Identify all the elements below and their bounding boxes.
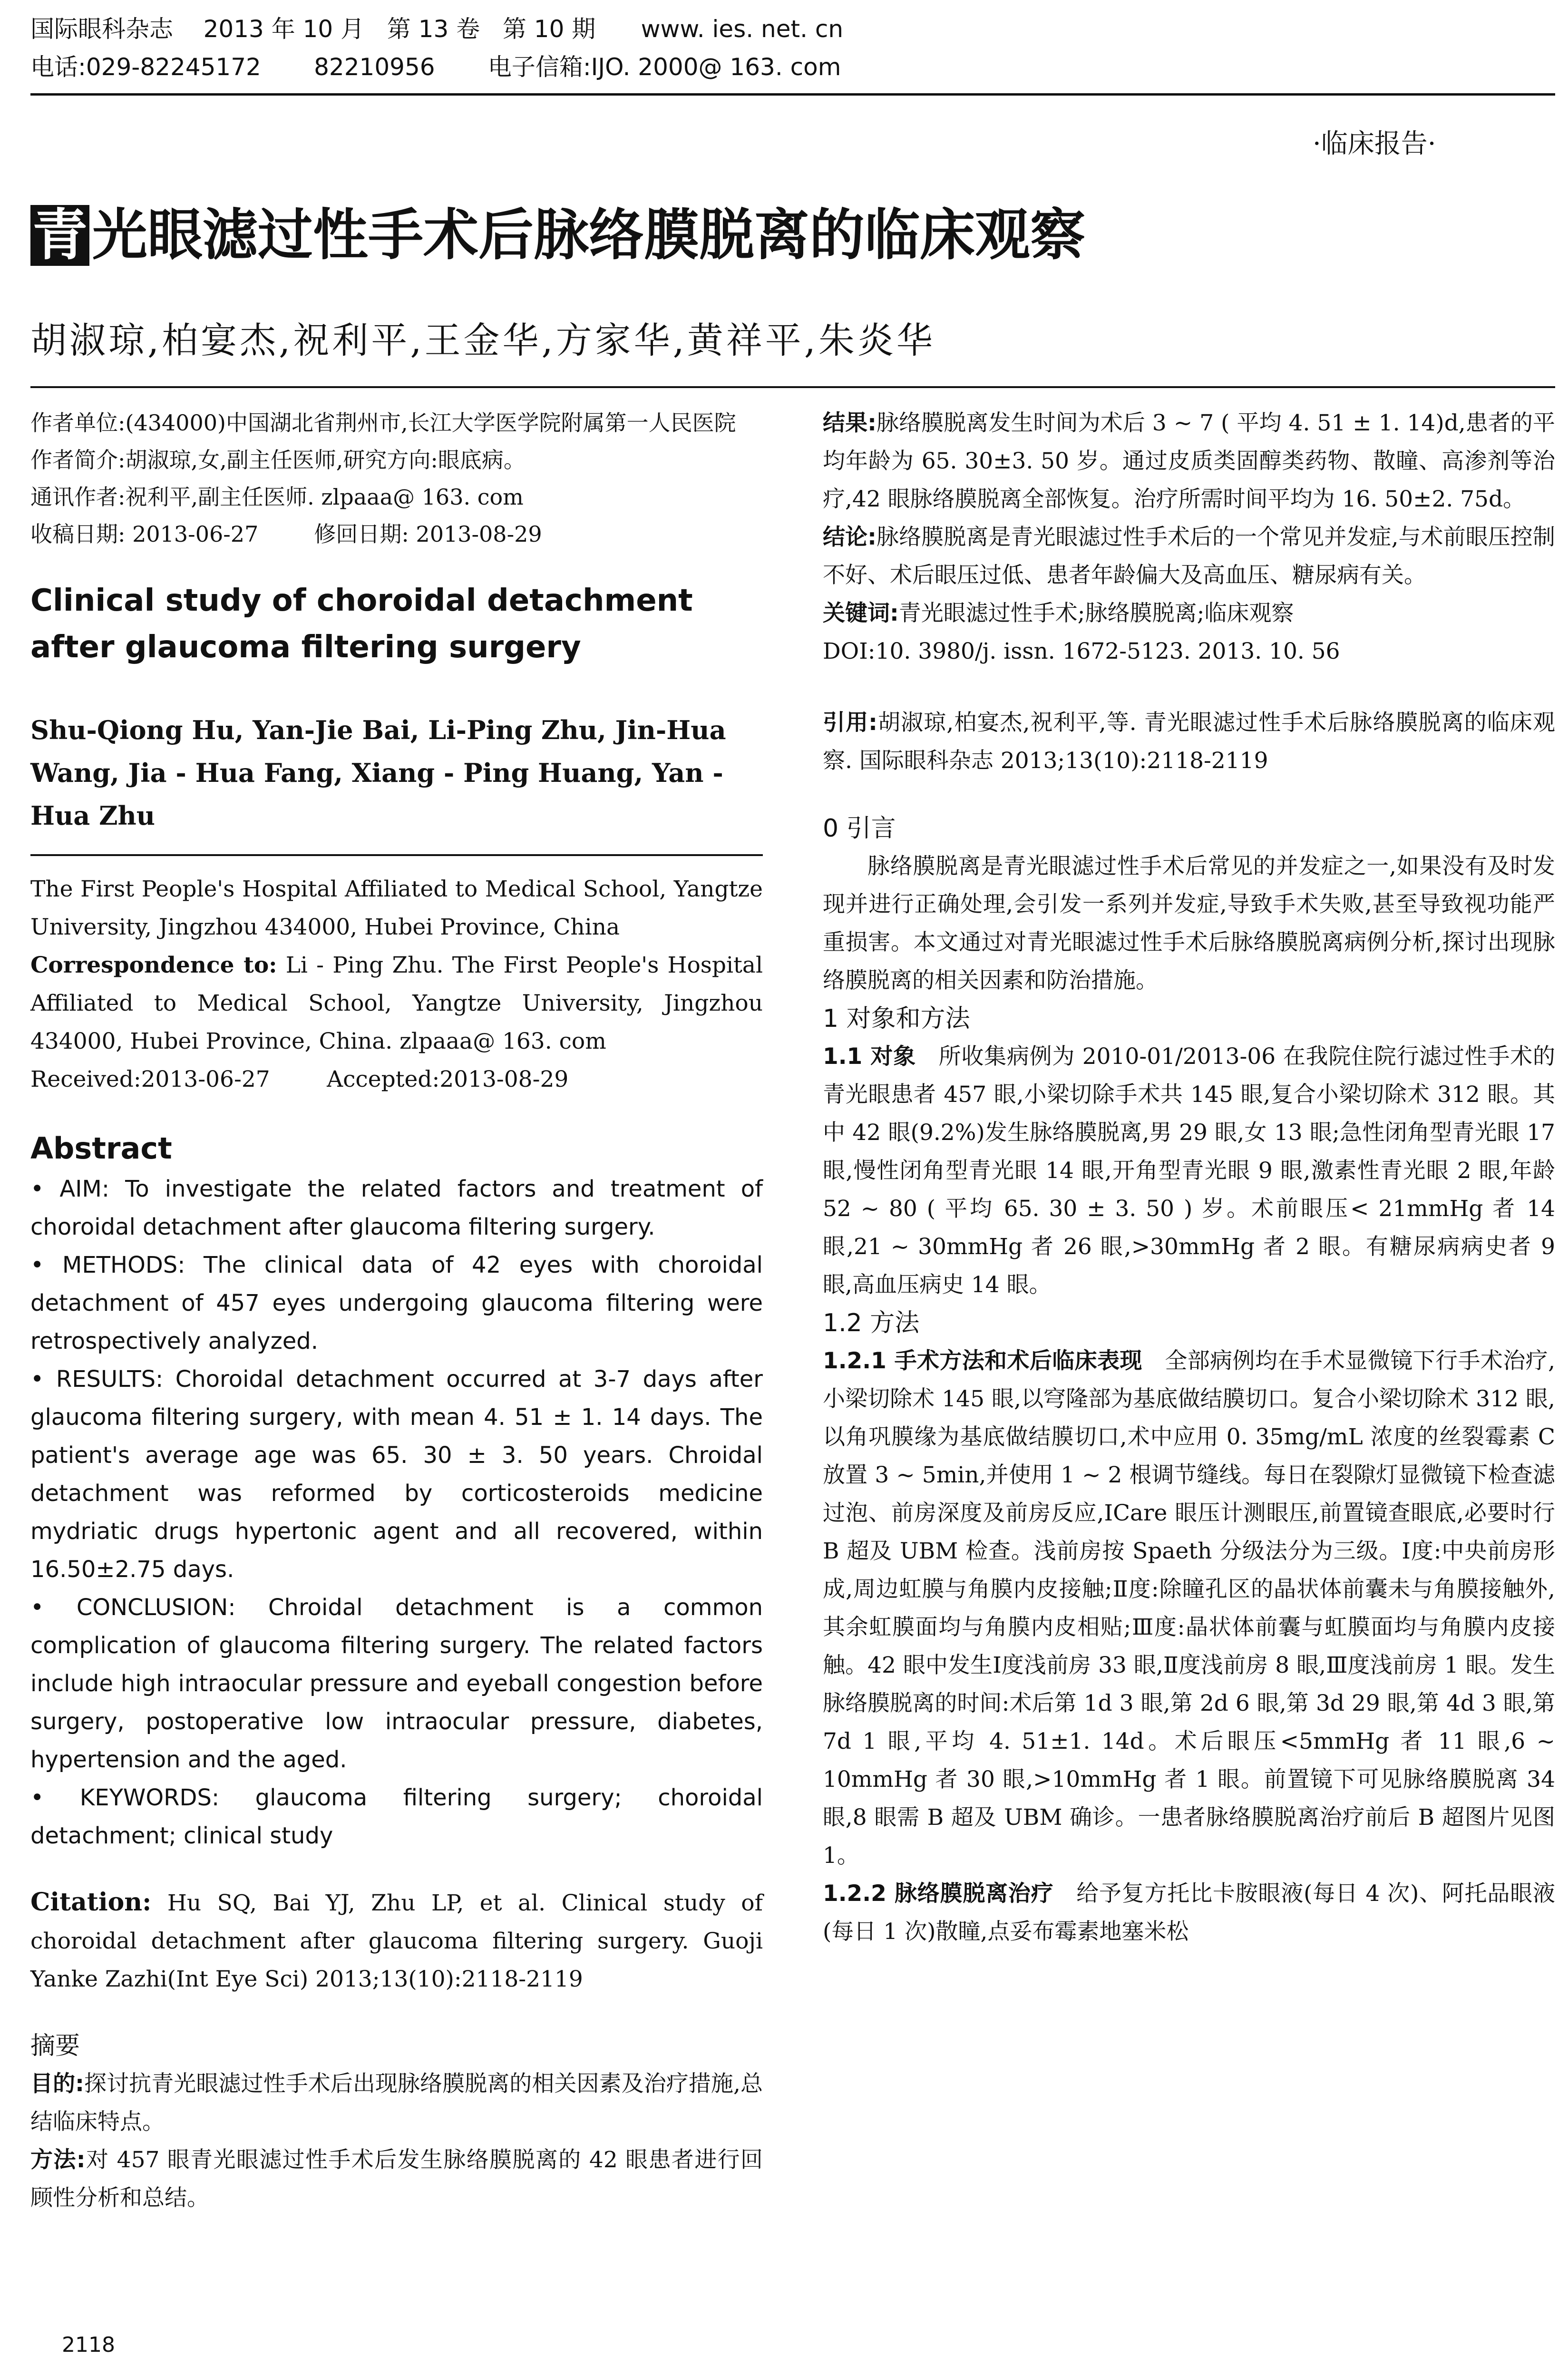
zh-keywords-label: 关键词:: [823, 600, 899, 626]
correspondence-label: Correspondence to:: [30, 952, 277, 978]
article-title: [30, 200, 1085, 271]
zh-conclusion-label: 结论:: [823, 524, 877, 550]
abstract-aim: • AIM: To investigate the related factors and treatment of choroidal detachment after glaucoma filtering surgery.: [30, 1176, 763, 1240]
title-en: Clinical study of choroidal detachment after glaucoma filtering surgery: [30, 583, 693, 665]
citation-en: [30, 1883, 763, 1998]
journal-header-line2: 电话:029-82245172 82210956 电子信箱:IJO. 2000@ 163. com: [30, 53, 841, 81]
zh-result: [823, 404, 1555, 518]
section122: [823, 1875, 1555, 1951]
section121-label: 1.2.1 手术方法和术后临床表现: [823, 1348, 1142, 1374]
zh-conclusion: [823, 518, 1555, 594]
zh-purpose: [30, 2065, 763, 2141]
zh-method: [30, 2141, 763, 2217]
received-en: Received:2013-06-27 Accepted:2013-08-29: [30, 1066, 569, 1092]
affiliation-cn: 作者单位:(434000)中国湖北省荆州市,长江大学医学院附属第一人民医院: [30, 410, 736, 436]
left-column: [30, 404, 763, 2217]
zh-citation-text: 胡淑琼,柏宴杰,祝利平,等. 青光眼滤过性手术后脉络膜脱离的临床观察. 国际眼科杂志 2013;13(10):2118-2119: [823, 710, 1556, 774]
authors-cn: 胡淑琼,柏宴杰,祝利平,王金华,方家华,黄祥平,朱炎华: [30, 319, 935, 361]
section122-label: 1.2.2 脉络膜脱离治疗: [823, 1880, 1054, 1907]
zh-keywords-text: 青光眼滤过性手术;脉络膜脱离;临床观察: [898, 600, 1294, 626]
abstract-keywords: • KEYWORDS: glaucoma filtering surgery; choroidal detachment; clinical study: [30, 1784, 763, 1849]
section11-label: 1.1 对象: [823, 1043, 916, 1070]
authors-en: Shu-Qiong Hu, Yan-Jie Bai, Li-Ping Zhu, Jin-Hua Wang, Jia - Hua Fang, Xiang - Ping Huang, Yan - Hua Zhu: [30, 715, 726, 831]
abstract-conclusion: • CONCLUSION: Chroidal detachment is a common complication of glaucoma filtering surgery. The related factors include high intraocular pressure and eyeball congestion before surgery, postoperative low intraocular pressure, diabetes, hypertension and the aged.: [30, 1594, 763, 1773]
zh-method-text: 对 457 眼青光眼滤过性手术后发生脉络膜脱离的 42 眼患者进行回顾性分析和总结。: [30, 2147, 763, 2211]
author-profile: 作者简介:胡淑琼,女,副主任医师,研究方向:眼底病。: [30, 447, 526, 473]
section-label: ·临床报告·: [1313, 128, 1436, 159]
section12-heading: 1.2 方法: [823, 1309, 920, 1337]
citation-text: Hu SQ, Bai YJ, Zhu LP, et al. Clinical study of choroidal detachment after glaucoma filtering surgery. Guoji Yanke Zazhi(Int Eye Sci) 2013;13(10):2118-2119: [30, 1890, 763, 1992]
zh-conclusion-text: 脉络膜脱离是青光眼滤过性手术后的一个常见并发症,与术前眼压控制不好、术后眼压过低、患者年龄偏大及高血压、糖尿病有关。: [823, 524, 1555, 588]
section121-text: 全部病例均在手术显微镜下行手术治疗,小梁切除术 145 眼,以穹隆部为基底做结膜切口。复合小梁切除术 312 眼,以角巩膜缘为基底做结膜切口,术中应用 0. 35mg/mL 浓度的丝裂霉素 C 放置 3 ~ 5min,并使用 1 ~ 2 根调节缝线。每日在裂隙灯显微镜下检查滤过泡、前房深度及前房反应,ICare 眼压计测眼压,前置镜查眼底,必要时行 B 超及 UBM 检查。浅前房按 Spaeth 分级法分为三级。Ⅰ度:中央前房形成,周边虹膜与角膜内皮接触;Ⅱ度:除瞳孔区的晶状体前囊未与角膜接触外,其余虹膜面均与角膜内皮相贴;Ⅲ度:晶状体前囊与虹膜面均与角膜内皮接触。42 眼中发生Ⅰ度浅前房 33 眼,Ⅱ度浅前房 8 眼,Ⅲ度浅前房 1 眼。发生脉络膜脱离的时间:术后第 1d 3 眼,第 2d 6 眼,第 3d 29 眼,第 4d 3 眼,第 7d 1 眼,平均 4. 51±1. 14d。术后眼压<5mmHg 者 11 眼,6 ~ 10mmHg 者 30 眼,>10mmHg 者 1 眼。前置镜下可见脉络膜脱离 34 眼,8 眼需 B 超及 UBM 确诊。一患者脉络膜脱离治疗前后 B 超图片见图 1。: [823, 1348, 1556, 1869]
abstract-results: • RESULTS: Choroidal detachment occurred at 3-7 days after glaucoma filtering surgery, with mean 4. 51 ± 1. 14 days. The patient's average age was 65. 30 ± 3. 50 years. Chroidal detachment was reformed by corticosteroids medicine mydriatic drugs hypertonic agent and all recovered, within 16.50±2.75 days.: [30, 1366, 763, 1583]
zh-purpose-text: 探讨抗青光眼滤过性手术后出现脉络膜脱离的相关因素及治疗措施,总结临床特点。: [30, 2071, 763, 2135]
intro-text: 脉络膜脱离是青光眼滤过性手术后常见的并发症之一,如果没有及时发现并进行正确处理,会引发一系列并发症,导致手术失败,甚至导致视功能严重损害。本文通过对青光眼滤过性手术后脉络膜脱离病例分析,探讨出现脉络膜脱离的相关因素和防治措施。: [823, 853, 1555, 994]
citation-label: Citation:: [30, 1888, 152, 1917]
correspondence-en: [30, 946, 763, 1061]
correspondence-cn: 通讯作者:祝利平,副主任医师. zlpaaa@ 163. com: [30, 484, 524, 510]
section11: [823, 1038, 1555, 1304]
abstract-heading: Abstract: [30, 1131, 172, 1166]
zh-keywords: [823, 594, 1555, 633]
right-column: [823, 404, 1555, 1951]
journal-header-line1: 国际眼科杂志 2013 年 10 月 第 13 卷 第 10 期 www. ies. net. cn: [30, 15, 844, 43]
zh-citation-label: 引用:: [823, 710, 877, 736]
section122-text: 给予复方托比卡胺眼液(每日 4 次)、阿托品眼液(每日 1 次)散瞳,点妥布霉素地塞米松: [823, 1880, 1555, 1945]
title-rest: 光眼滤过性手术后脉络膜脱离的临床观察: [92, 203, 1085, 267]
abstract-methods: • METHODS: The clinical data of 42 eyes with choroidal detachment of 457 eyes undergoing glaucoma filtering were retrospectively analyzed.: [30, 1252, 763, 1354]
received-dates-cn: 收稿日期: 2013-06-27 修回日期: 2013-08-29: [30, 521, 542, 547]
zh-result-label: 结果:: [823, 410, 877, 436]
zh-abstract-heading: 摘要: [30, 2032, 80, 2060]
affiliation-en: The First People's Hospital Affiliated to Medical School, Yangtze University, Jingzhou 434000, Hubei Province, China: [30, 876, 763, 940]
section11-text: 所收集病例为 2010-01/2013-06 在我院住院行滤过性手术的青光眼患者 457 眼,小梁切除手术共 145 眼,复合小梁切除术 312 眼。其中 42 眼(9.2%)发生脉络膜脱离,男 29 眼,女 13 眼;急性闭角型青光眼 17 眼,慢性闭角型青光眼 14 眼,开角型青光眼 9 眼,激素性青光眼 2 眼,年龄 52 ~ 80 ( 平均 65. 30 ± 3. 50 ) 岁。术前眼压< 21mmHg 者 14 眼,21 ~ 30mmHg 者 26 眼,>30mmHg 者 2 眼。有糖尿病病史者 9 眼,高血压病史 14 眼。: [823, 1043, 1556, 1298]
zh-purpose-label: 目的:: [30, 2071, 84, 2097]
intro-heading: 0 引言: [823, 814, 896, 843]
title-rule: [30, 386, 1555, 388]
title-first-char: 青: [30, 205, 89, 266]
correspondence-text: Li - Ping Zhu. The First People's Hospital Affiliated to Medical School, Yangtze University, Jingzhou 434000, Hubei Province, China. zlpaaa@ 163. com: [30, 952, 763, 1054]
zh-result-text: 脉络膜脱离发生时间为术后 3 ~ 7 ( 平均 4. 51 ± 1. 14)d,患者的平均年龄为 65. 30±3. 50 岁。通过皮质类固醇类药物、散瞳、高渗剂等治疗,42 眼脉络膜脱离全部恢复。治疗所需时间平均为 16. 50±2. 75d。: [823, 410, 1556, 512]
section121: [823, 1342, 1555, 1875]
section1-heading: 1 对象和方法: [823, 1004, 970, 1033]
zh-citation: [823, 704, 1555, 780]
header-rule: [30, 93, 1555, 96]
page-number: 2118: [62, 2333, 115, 2357]
doi: DOI:10. 3980/j. issn. 1672-5123. 2013. 10. 56: [823, 638, 1340, 664]
zh-method-label: 方法:: [30, 2147, 86, 2173]
authors-rule: [30, 854, 763, 856]
